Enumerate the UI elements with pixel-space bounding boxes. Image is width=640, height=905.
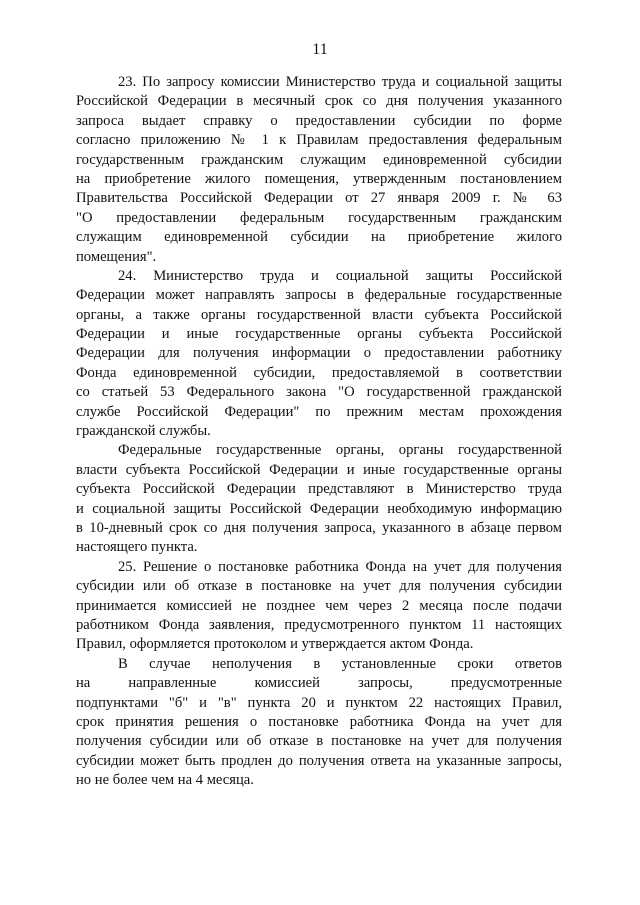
text-line: и социальной защиты Российской Федерации необходимую информацию (76, 500, 562, 517)
text-line: субъекта Российской Федерации представляют в Министерство труда (76, 481, 562, 498)
body-text (76, 73, 562, 790)
text-line: срок принятия решения о постановке работника Фонда на учет для (76, 713, 562, 730)
text-line: службе Российской Федерации" по прежним местам прохождения (76, 403, 562, 420)
text-line: подпунктами "б" и "в" пункта 20 и пунктом 22 настоящих Правил, (76, 694, 562, 711)
text-line: Федерации может направлять запросы в федеральные государственные (76, 287, 562, 304)
text-line: на направленные комиссией запросы, предусмотренные (76, 675, 562, 692)
text-line: настоящего пункта. (76, 539, 198, 556)
text-line: Правительства Российской Федерации от 27 января 2009 г. № 63 (76, 190, 562, 207)
text-line: Правил, оформляется протоколом и утверждается актом Фонда. (76, 636, 474, 653)
text-line: Фонда единовременной субсидии, предоставляемой в соответствии (76, 364, 562, 381)
text-line: помещения". (76, 248, 157, 265)
text-line: согласно приложению № 1 к Правилам предоставления федеральным (76, 132, 562, 149)
text-line: В случае неполучения в установленные сроки ответов (118, 655, 562, 672)
text-line: Российской Федерации в месячный срок со дня получения указанного (76, 93, 562, 110)
text-line: принимается комиссией не позднее чем через 2 месяца после подачи (76, 597, 562, 614)
text-line: Федерации для получения информации о предоставлении работнику (76, 345, 562, 362)
text-line: органы, а также органы государственной власти субъекта Российской (76, 306, 562, 323)
text-line: получения субсидии или об отказе в постановке на учет для получения (76, 733, 562, 750)
text-line: "О предоставлении федеральным государственным гражданским (76, 209, 562, 226)
text-line: в 10-дневный срок со дня получения запроса, указанного в абзаце первом (76, 519, 562, 536)
text-line: субсидии может быть продлен до получения ответа на указанные запросы, (76, 752, 562, 769)
page-number: 11 (312, 41, 328, 58)
text-line: 24. Министерство труда и социальной защиты Российской (118, 267, 562, 284)
text-line: запроса выдает справку о предоставлении субсидии по форме (76, 112, 562, 129)
text-line: работником Фонда заявления, предусмотренного пунктом 11 настоящих (76, 616, 562, 633)
text-line: гражданской службы. (76, 423, 211, 440)
text-line: субсидии или об отказе в постановке на учет для получения субсидии (76, 578, 562, 595)
text-line: но не более чем на 4 месяца. (76, 772, 254, 789)
text-line: 25. Решение о постановке работника Фонда на учет для получения (118, 558, 562, 575)
text-line: государственным гражданским служащим единовременной субсидии (76, 151, 562, 168)
text-line: 23. По запросу комиссии Министерство труда и социальной защиты (118, 74, 562, 90)
text-line: Федерации и иные государственные органы субъекта Российской (76, 326, 562, 343)
text-line: со статьей 53 Федерального закона "О государственной гражданской (76, 384, 562, 401)
text-line: Федеральные государственные органы, органы государственной (118, 442, 562, 459)
text-line: служащим единовременной субсидии на приобретение жилого (76, 229, 562, 246)
text-line: власти субъекта Российской Федерации и иные государственные органы (76, 461, 562, 478)
text-line: на приобретение жилого помещения, утвержденным постановлением (76, 170, 562, 187)
